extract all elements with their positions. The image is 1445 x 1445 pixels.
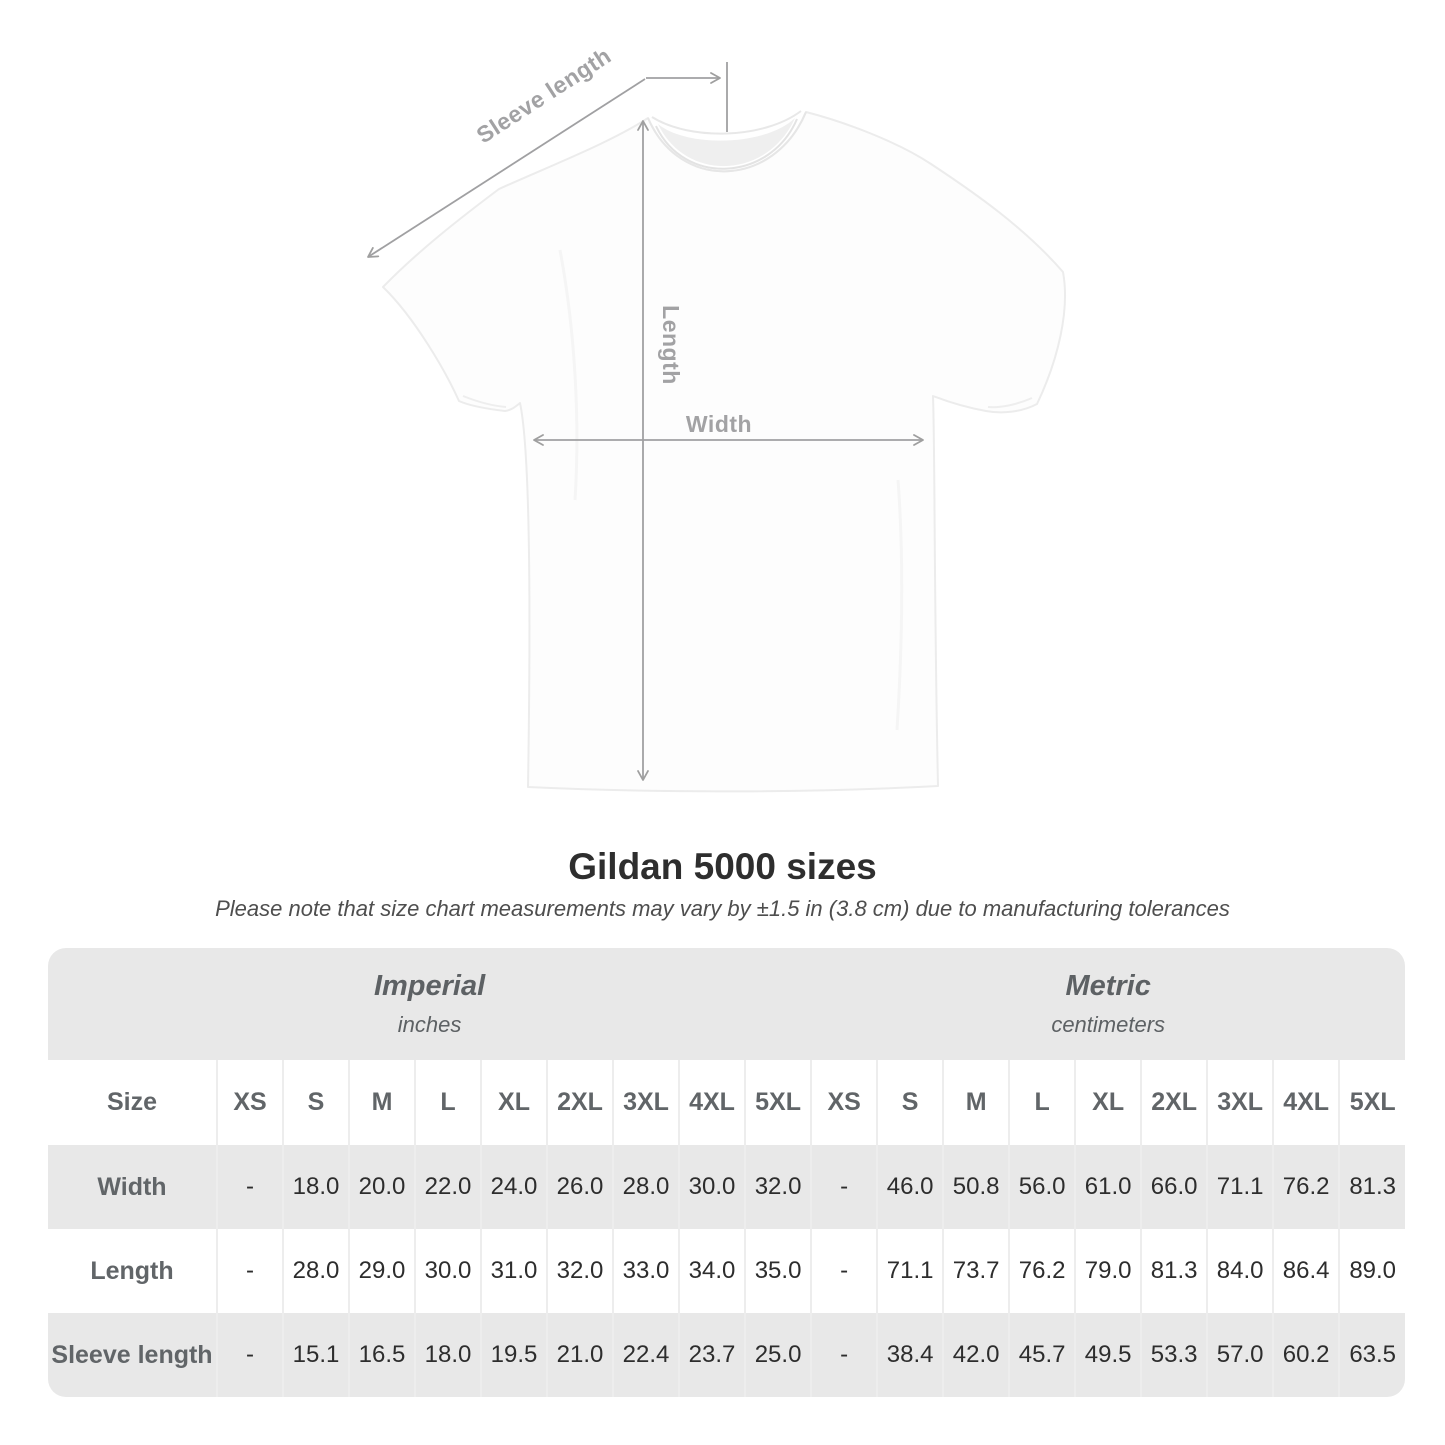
cell: 35.0 xyxy=(745,1229,811,1313)
cell: 22.0 xyxy=(415,1145,481,1229)
cell: 66.0 xyxy=(1141,1145,1207,1229)
row-label: Width xyxy=(48,1145,217,1229)
size-header-metric-5xl: 5XL xyxy=(1339,1060,1405,1145)
cell: 81.3 xyxy=(1141,1229,1207,1313)
cell: 18.0 xyxy=(415,1313,481,1397)
size-header-imperial-4xl: 4XL xyxy=(679,1060,745,1145)
cell: 61.0 xyxy=(1075,1145,1141,1229)
cell: 79.0 xyxy=(1075,1229,1141,1313)
size-header-metric-s: S xyxy=(877,1060,943,1145)
size-header-imperial-3xl: 3XL xyxy=(613,1060,679,1145)
cell: 60.2 xyxy=(1273,1313,1339,1397)
size-header-imperial-l: L xyxy=(415,1060,481,1145)
cell: 56.0 xyxy=(1009,1145,1075,1229)
size-header-imperial-xl: XL xyxy=(481,1060,547,1145)
cell: 86.4 xyxy=(1273,1229,1339,1313)
cell: 26.0 xyxy=(547,1145,613,1229)
cell: 46.0 xyxy=(877,1145,943,1229)
cell: 28.0 xyxy=(613,1145,679,1229)
size-header-metric-4xl: 4XL xyxy=(1273,1060,1339,1145)
cell: 30.0 xyxy=(415,1229,481,1313)
size-header-metric-l: L xyxy=(1009,1060,1075,1145)
cell: 34.0 xyxy=(679,1229,745,1313)
cell: 16.5 xyxy=(349,1313,415,1397)
unit-band-row xyxy=(48,948,1405,1060)
size-header-metric-xl: XL xyxy=(1075,1060,1141,1145)
size-header-imperial-5xl: 5XL xyxy=(745,1060,811,1145)
size-header-imperial-s: S xyxy=(283,1060,349,1145)
cell: 33.0 xyxy=(613,1229,679,1313)
cell: 32.0 xyxy=(745,1145,811,1229)
cell: 76.2 xyxy=(1273,1145,1339,1229)
cell: 30.0 xyxy=(679,1145,745,1229)
tshirt-silhouette xyxy=(383,112,1065,791)
cell: 38.4 xyxy=(877,1313,943,1397)
cell: 73.7 xyxy=(943,1229,1009,1313)
cell: 19.5 xyxy=(481,1313,547,1397)
cell: 15.1 xyxy=(283,1313,349,1397)
size-table-grid xyxy=(48,948,1405,1397)
row-label: Sleeve length xyxy=(48,1313,217,1397)
table-row-width xyxy=(48,1145,1405,1229)
size-header-imperial-xs: XS xyxy=(217,1060,283,1145)
cell: - xyxy=(811,1229,877,1313)
cell: 42.0 xyxy=(943,1313,1009,1397)
size-header-imperial-2xl: 2XL xyxy=(547,1060,613,1145)
cell: - xyxy=(217,1229,283,1313)
size-header-metric-xs: XS xyxy=(811,1060,877,1145)
cell: 29.0 xyxy=(349,1229,415,1313)
cell: 71.1 xyxy=(1207,1145,1273,1229)
cell: 71.1 xyxy=(877,1229,943,1313)
cell: 22.4 xyxy=(613,1313,679,1397)
cell: - xyxy=(811,1145,877,1229)
row-label: Length xyxy=(48,1229,217,1313)
table-row-sleeve-length xyxy=(48,1313,1405,1397)
page-subtitle: Please note that size chart measurements may vary by ±1.5 in (3.8 cm) due to manufacturing tolerances xyxy=(215,896,1230,921)
width-label: Width xyxy=(685,411,753,437)
cell: 32.0 xyxy=(547,1229,613,1313)
size-header-metric-m: M xyxy=(943,1060,1009,1145)
unit-group-imperial xyxy=(48,948,811,1060)
cell: 18.0 xyxy=(283,1145,349,1229)
cell: - xyxy=(217,1313,283,1397)
length-label: Length xyxy=(658,305,684,385)
cell: 81.3 xyxy=(1339,1145,1405,1229)
metric-unit: centimeters xyxy=(1051,1012,1166,1037)
cell: 57.0 xyxy=(1207,1313,1273,1397)
metric-label: Metric xyxy=(1065,970,1151,1002)
cell: 31.0 xyxy=(481,1229,547,1313)
imperial-label: Imperial xyxy=(373,970,486,1002)
size-col-header: Size xyxy=(48,1060,217,1145)
cell: 84.0 xyxy=(1207,1229,1273,1313)
cell: 45.7 xyxy=(1009,1313,1075,1397)
cell: - xyxy=(811,1313,877,1397)
size-header-metric-3xl: 3XL xyxy=(1207,1060,1273,1145)
size-header-row xyxy=(48,1060,1405,1145)
cell: 23.7 xyxy=(679,1313,745,1397)
unit-group-metric xyxy=(811,948,1405,1060)
cell: - xyxy=(217,1145,283,1229)
cell: 25.0 xyxy=(745,1313,811,1397)
page-title: Gildan 5000 sizes xyxy=(568,846,877,887)
cell: 49.5 xyxy=(1075,1313,1141,1397)
cell: 63.5 xyxy=(1339,1313,1405,1397)
cell: 21.0 xyxy=(547,1313,613,1397)
size-header-metric-2xl: 2XL xyxy=(1141,1060,1207,1145)
cell: 53.3 xyxy=(1141,1313,1207,1397)
cell: 89.0 xyxy=(1339,1229,1405,1313)
sleeve-length-label: Sleeve length xyxy=(471,42,616,149)
cell: 28.0 xyxy=(283,1229,349,1313)
table-row-length xyxy=(48,1229,1405,1313)
cell: 50.8 xyxy=(943,1145,1009,1229)
cell: 76.2 xyxy=(1009,1229,1075,1313)
cell: 20.0 xyxy=(349,1145,415,1229)
size-table xyxy=(48,948,1405,1397)
size-header-imperial-m: M xyxy=(349,1060,415,1145)
cell: 24.0 xyxy=(481,1145,547,1229)
imperial-unit: inches xyxy=(397,1012,462,1037)
